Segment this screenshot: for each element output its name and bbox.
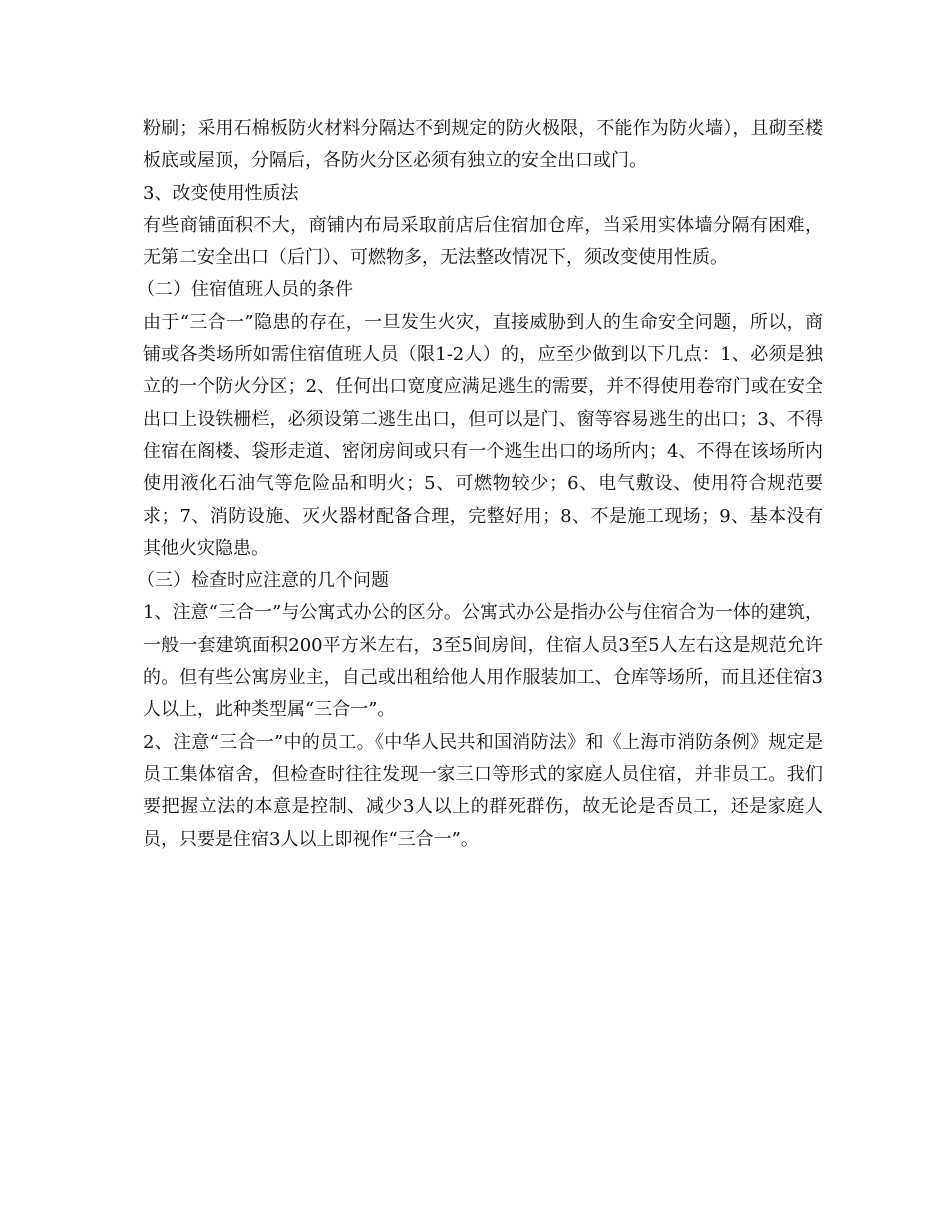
heading-change-use-method: 3、改变使用性质法	[143, 182, 299, 204]
heading-duty-staff-conditions: （二）住宿值班人员的条件	[137, 279, 353, 301]
document-body	[137, 113, 823, 856]
heading-inspection-issues: （三）检查时应注意的几个问题	[137, 570, 389, 592]
paragraph-change-use: 有些商铺面积不大，商铺内布局采取前店后住宿加仓库，当采用实体墙分隔有困难，无第二安全出口（后门）、可燃物多，无法整改情况下，须改变使用性质。	[143, 214, 823, 269]
paragraph-apartment-office: 1、注意“三合一”与公寓式办公的区分。公寓式办公是指办公与住宿合为一体的建筑，一般一套建筑面积200平方米左右，3至5间房间，住宿人员3至5人左右这是规范允许的。但有些公寓房业主，自己或出租给他人用作服装加工、仓库等场所，而且还住宿3人以上，此种类型属“三合一”。	[143, 602, 823, 721]
paragraph-partition-continuation: 粉刷；采用石棉板防火材料分隔达不到规定的防火极限，不能作为防火墙），且砌至楼板底或屋顶，分隔后，各防火分区必须有独立的安全出口或门。	[143, 118, 823, 172]
paragraph-duty-staff-conditions: 由于“三合一”隐患的存在，一旦发生火灾，直接威胁到人的生命安全问题，所以，商铺或各类场所如需住宿值班人员（限1-2人）的，应至少做到以下几点：1、必须是独立的一个防火分区；2、任何出口宽度应满足逃生的需要，并不得使用卷帘门或在安全出口上设铁栅栏，必须设第二逃生出口，但可以是门、窗等容易逃生的出口；3、不得住宿在阁楼、袋形走道、密闭房间或只有一个逃生出口的场所内；4、不得在该场所内使用液化石油气等危险品和明火；5、可燃物较少；6、电气敷设、使用符合规范要求；7、消防设施、灭火器材配备合理，完整好用；8、不是施工现场；9、基本没有其他火灾隐患。	[143, 311, 823, 559]
paragraph-employee-definition: 2、注意“三合一”中的员工。《中华人民共和国消防法》和《上海市消防条例》规定是员工集体宿舍，但检查时往往发现一家三口等形式的家庭人员住宿，并非员工。我们要把握立法的本意是控制、减少3人以上的群死群伤，故无论是否员工，还是家庭人员，只要是住宿3人以上即视作“三合一”。	[143, 731, 823, 850]
